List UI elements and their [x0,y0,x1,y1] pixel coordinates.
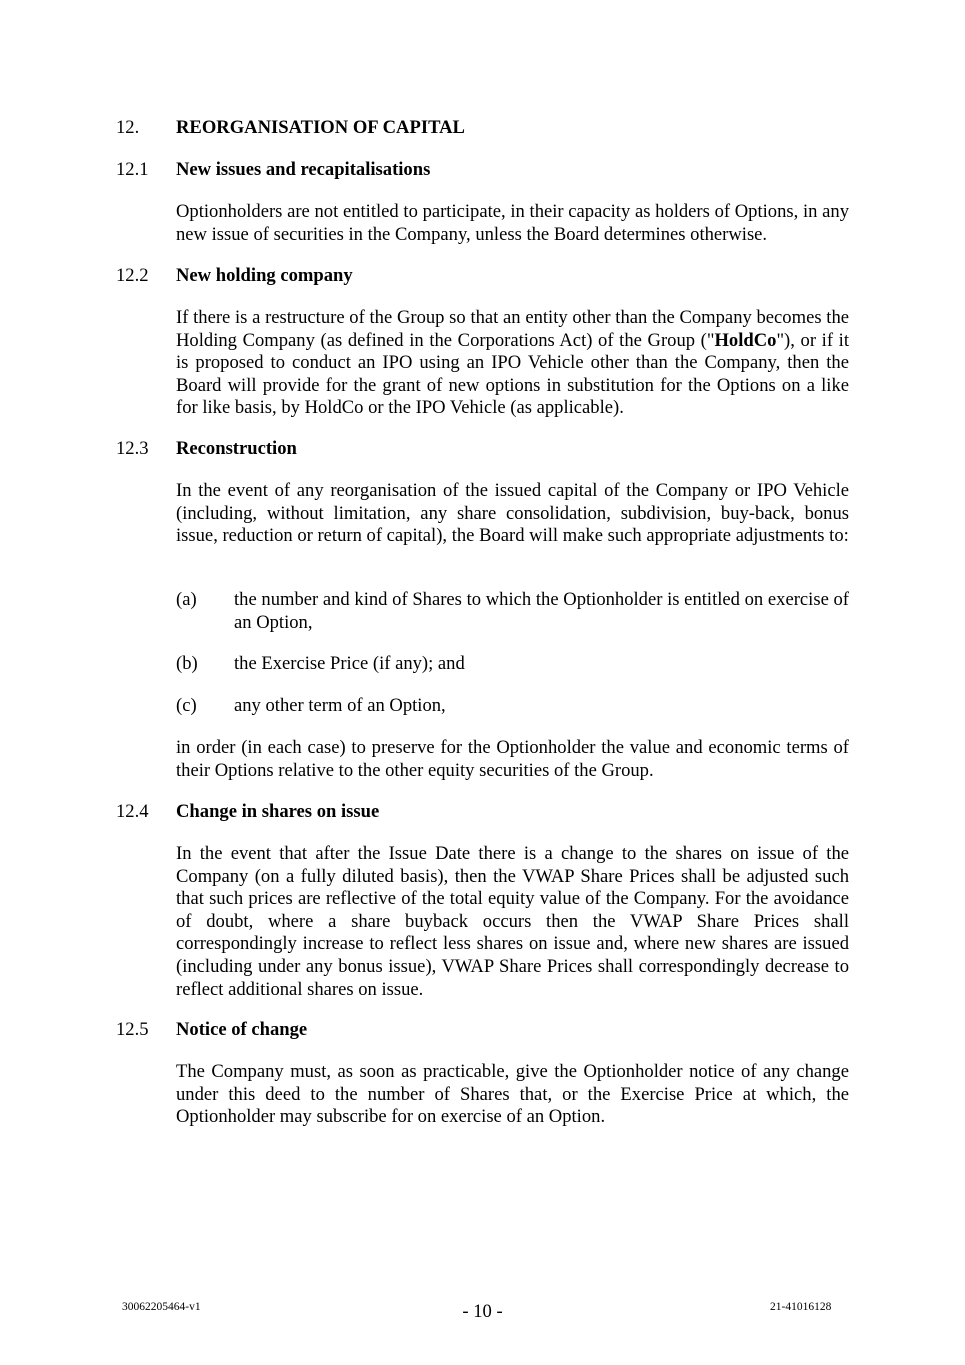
footer-doc-id-left: 30062205464-v1 [122,1301,201,1313]
clause-title: Change in shares on issue [176,801,380,822]
clause-number: 12.3 [116,438,149,459]
clause-heading-12-5 [116,1019,856,1043]
clause-title: New holding company [176,265,353,286]
clause-number: 12.1 [116,159,149,180]
clause-heading-12-2 [116,265,856,289]
list-item-text: the Exercise Price (if any); and [234,653,465,674]
section-title: REORGANISATION OF CAPITAL [176,117,465,138]
clause-12-2-text-before: If there is a restructure of the Group so that an entity other than the Company becomes the Holding Company (as defined in the Corporations Act) of the Group (" [176,307,849,351]
clause-number: 12.5 [116,1019,149,1040]
clause-12-5-text: The Company must, as soon as practicable, give the Optionholder notice of any change under this deed to the number of Shares that, or the Exercise Price at which, the Optionholder may subscribe for on exercise of an Option. [176,1061,849,1128]
clause-12-3-outro: in order (in each case) to preserve for the Optionholder the value and economic terms of their Options relative to the other equity securities of the Group. [176,737,849,781]
clause-heading-12-1 [116,159,856,183]
list-item-label: (b) [176,653,198,674]
list-item-label: (a) [176,589,197,610]
clause-title: Notice of change [176,1019,308,1040]
list-item-text: the number and kind of Shares to which the Optionholder is entitled on exercise of an Option, [234,589,849,633]
clause-title: New issues and recapitalisations [176,159,431,180]
clause-12-4-text: In the event that after the Issue Date there is a change to the shares on issue of the Company (on a fully diluted basis), then the VWAP Share Prices shall be adjusted such that such prices are reflective of the total equity value of the Company. For the avoidance of doubt, where a share buyback occurs then the VWAP Share Prices shall correspondingly increase to reflect less shares on issue and, where new shares are issued (including under any bonus issue), VWAP Share Prices shall correspondingly decrease to reflect additional shares on issue. [176,843,849,1000]
clause-heading-12-3 [116,438,856,462]
clause-12-2-text-after: "), or if it is proposed to conduct an IPO using an IPO Vehicle other than the Company, then the Board will provide for the grant of new options in substitution for the Options on a like for like basis, by HoldCo or the IPO Vehicle (as applicable). [176,329,849,419]
clause-number: 12.4 [116,801,149,822]
section-heading [116,117,856,141]
clause-title: Reconstruction [176,438,297,459]
clause-heading-12-4 [116,801,856,825]
clause-number: 12.2 [116,265,149,286]
footer-page-number: - 10 - [462,1301,503,1322]
section-number: 12. [116,117,140,138]
clause-12-2-text [176,307,849,420]
list-item-label: (c) [176,695,197,716]
clause-12-1-text: Optionholders are not entitled to participate, in their capacity as holders of Options, in any new issue of securities in the Company, unless the Board determines otherwise. [176,201,849,245]
defined-term-holdco: HoldCo [714,329,777,351]
footer-doc-id-right: 21-41016128 [770,1301,832,1313]
list-item-text: any other term of an Option, [234,695,446,716]
clause-12-3-intro: In the event of any reorganisation of the issued capital of the Company or IPO Vehicle (including, without limitation, any share consolidation, subdivision, buy-back, bonus issue, reduction or return of capital), the Board will make such appropriate adjustments to: [176,480,849,547]
